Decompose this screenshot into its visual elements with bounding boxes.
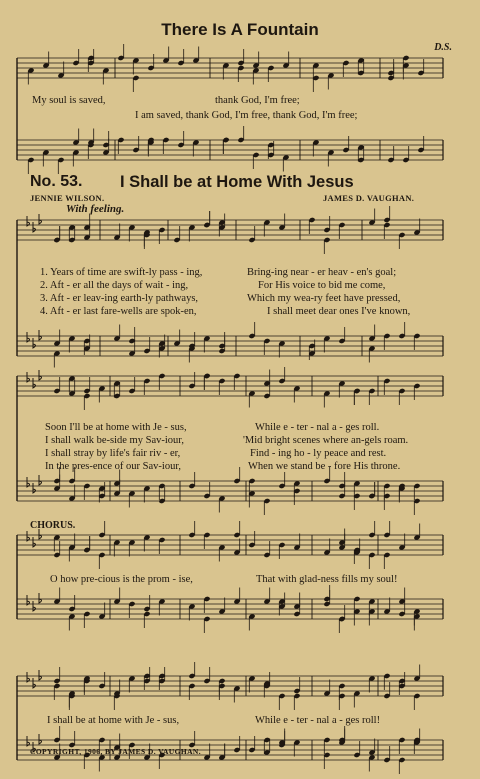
- chorus-label: CHORUS.: [30, 520, 76, 531]
- flat-sign: [27, 477, 30, 487]
- flat-sign: [33, 537, 36, 547]
- verse-2-line-1a: 2. Aft - er all the days of wait - ing,: [40, 280, 189, 291]
- verse-1-line-2b: While e - ter - nal a - ges roll.: [255, 422, 380, 433]
- flat-sign: [39, 734, 42, 744]
- verse-1-line-1b: Bring-ing near - er heav - en's goal;: [247, 267, 397, 278]
- previous-lyric-2: I am saved, thank God, I'm free, thank God, I'm free;: [135, 110, 358, 121]
- flat-sign: [27, 595, 30, 605]
- flat-sign: [33, 678, 36, 688]
- flat-sign: [27, 736, 30, 746]
- ds-marking: D.S.: [434, 42, 452, 53]
- flat-sign: [39, 475, 42, 485]
- flat-sign: [39, 214, 42, 224]
- hymn-number: No. 53.: [30, 173, 83, 190]
- flat-sign: [27, 672, 30, 682]
- flat-sign: [27, 531, 30, 541]
- verse-2-line-1b: For His voice to bid me come,: [258, 280, 386, 291]
- chorus-line-1a: O how pre-cious is the prom - ise,: [50, 574, 193, 585]
- chorus-line-1b: That with glad-ness fills my soul!: [256, 574, 398, 585]
- lyricist: JENNIE WILSON.: [30, 193, 105, 203]
- flat-sign: [39, 330, 42, 340]
- flat-sign: [33, 222, 36, 232]
- verse-2-line-2a: I shall walk be-side my Sav-iour,: [45, 435, 184, 446]
- flat-sign: [39, 670, 42, 680]
- flat-sign: [33, 378, 36, 388]
- verse-3-line-1b: Which my wea-ry feet have pressed,: [247, 293, 401, 304]
- verse-3-line-2b: Find - ing ho - ly peace and rest.: [250, 448, 387, 459]
- verse-2-line-2b: 'Mid bright scenes where an-gels roam.: [243, 435, 409, 446]
- composer: JAMES D. VAUGHAN.: [323, 193, 415, 203]
- previous-lyric-1a: My soul is saved,: [32, 95, 106, 106]
- verse-4-line-2b: When we stand be - fore His throne.: [248, 461, 401, 472]
- chorus-line-2b: While e - ter - nal a - ges roll!: [255, 715, 381, 726]
- copyright-notice: COPYRIGHT, 1906, BY JAMES D. VAUGHAN.: [30, 747, 201, 756]
- flat-sign: [39, 593, 42, 603]
- flat-sign: [33, 338, 36, 348]
- flat-sign: [39, 370, 42, 380]
- verse-4-line-2a: In the pres-ence of our Sav-iour,: [45, 461, 182, 472]
- verse-3-line-2a: I shall stray by life's fair riv - er,: [45, 448, 181, 459]
- chorus-line-2a: I shall be at home with Je - sus,: [47, 715, 180, 726]
- hymn-title: I Shall be at Home With Jesus: [120, 173, 354, 191]
- flat-sign: [27, 372, 30, 382]
- verse-4-line-1a: 4. Aft - er last fare-wells are spok-en,: [40, 306, 197, 317]
- verse-4-line-1b: I shall meet dear ones I've known,: [267, 306, 411, 317]
- flat-sign: [27, 332, 30, 342]
- previous-lyric-1b: thank God, I'm free;: [215, 95, 300, 106]
- previous-hymn-title: There Is A Fountain: [161, 20, 319, 39]
- flat-sign: [33, 601, 36, 611]
- verse-3-line-1a: 3. Aft - er leav-ing earth-ly pathways,: [40, 293, 199, 304]
- verse-1-line-2a: Soon I'll be at home with Je - sus,: [45, 422, 187, 433]
- flat-sign: [27, 216, 30, 226]
- tempo-marking: With feeling.: [66, 203, 125, 215]
- flat-sign: [33, 483, 36, 493]
- verse-1-line-1a: 1. Years of time are swift-ly pass - ing,: [40, 267, 203, 278]
